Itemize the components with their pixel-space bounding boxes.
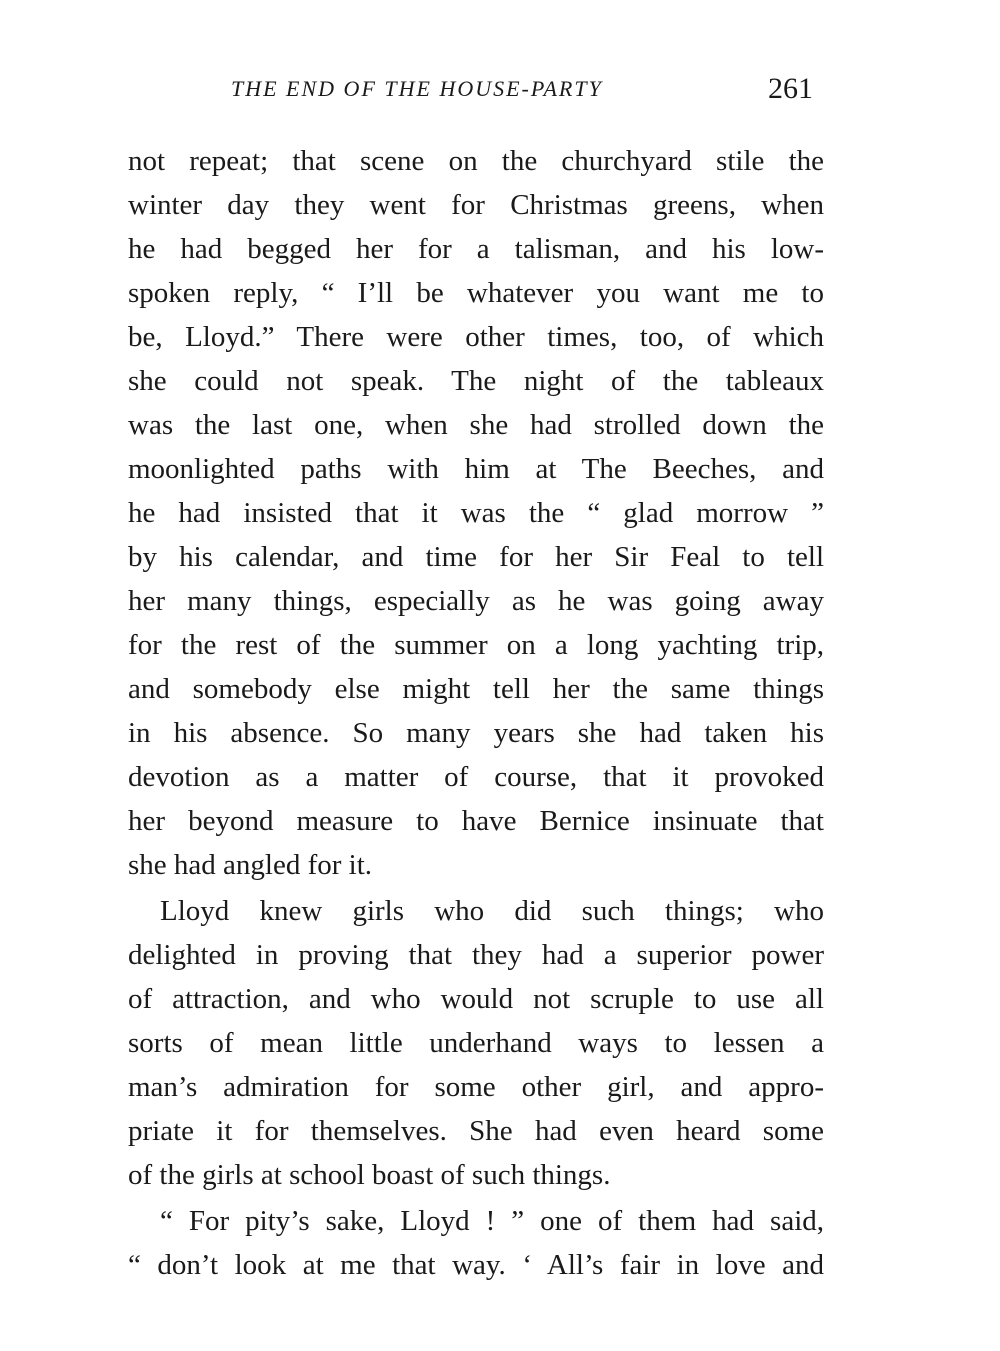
text-line: she had angled for it.: [128, 849, 373, 881]
text-line: her beyond measure to have Bernice insinuate that: [128, 805, 824, 837]
text-line: she could not speak. The night of the tableaux: [128, 365, 824, 397]
text-line: he had begged her for a talisman, and his low-: [128, 233, 824, 265]
text-line: of attraction, and who would not scruple to use all: [128, 983, 824, 1015]
paragraph: [128, 1199, 824, 1287]
text-line: for the rest of the summer on a long yachting trip,: [128, 629, 824, 661]
running-title: THE END OF THE HOUSE-PARTY: [231, 76, 603, 101]
page-number: 261: [768, 72, 813, 105]
body-text: [128, 139, 824, 1287]
text-line: her many things, especially as he was going away: [128, 585, 824, 617]
text-line: priate it for themselves. She had even heard some: [128, 1115, 824, 1147]
running-header: [0, 72, 1000, 112]
text-line: winter day they went for Christmas greens, when: [128, 189, 824, 221]
text-line: delighted in proving that they had a superior power: [128, 939, 824, 971]
text-line: was the last one, when she had strolled down the: [128, 409, 824, 441]
text-line: Lloyd knew girls who did such things; who: [160, 895, 824, 927]
text-line: and somebody else might tell her the same things: [128, 673, 824, 705]
text-line: devotion as a matter of course, that it provoked: [128, 761, 824, 793]
text-line: of the girls at school boast of such things.: [128, 1159, 611, 1191]
text-line: man’s admiration for some other girl, and appro-: [128, 1071, 824, 1103]
text-line: by his calendar, and time for her Sir Feal to tell: [128, 541, 824, 573]
text-line: sorts of mean little underhand ways to lessen a: [128, 1027, 824, 1059]
text-line: he had insisted that it was the “ glad morrow ”: [128, 497, 824, 529]
text-line: be, Lloyd.” There were other times, too, of which: [128, 321, 824, 353]
paragraph: [128, 889, 824, 1197]
text-line: “ don’t look at me that way. ‘ All’s fair in love and: [128, 1249, 824, 1281]
paragraph: [128, 139, 824, 887]
text-line: not repeat; that scene on the churchyard stile the: [128, 145, 824, 177]
text-line: spoken reply, “ I’ll be whatever you want me to: [128, 277, 824, 309]
text-line: in his absence. So many years she had taken his: [128, 717, 824, 749]
text-line: moonlighted paths with him at The Beeches, and: [128, 453, 824, 485]
text-line: “ For pity’s sake, Lloyd ! ” one of them had said,: [160, 1205, 824, 1237]
